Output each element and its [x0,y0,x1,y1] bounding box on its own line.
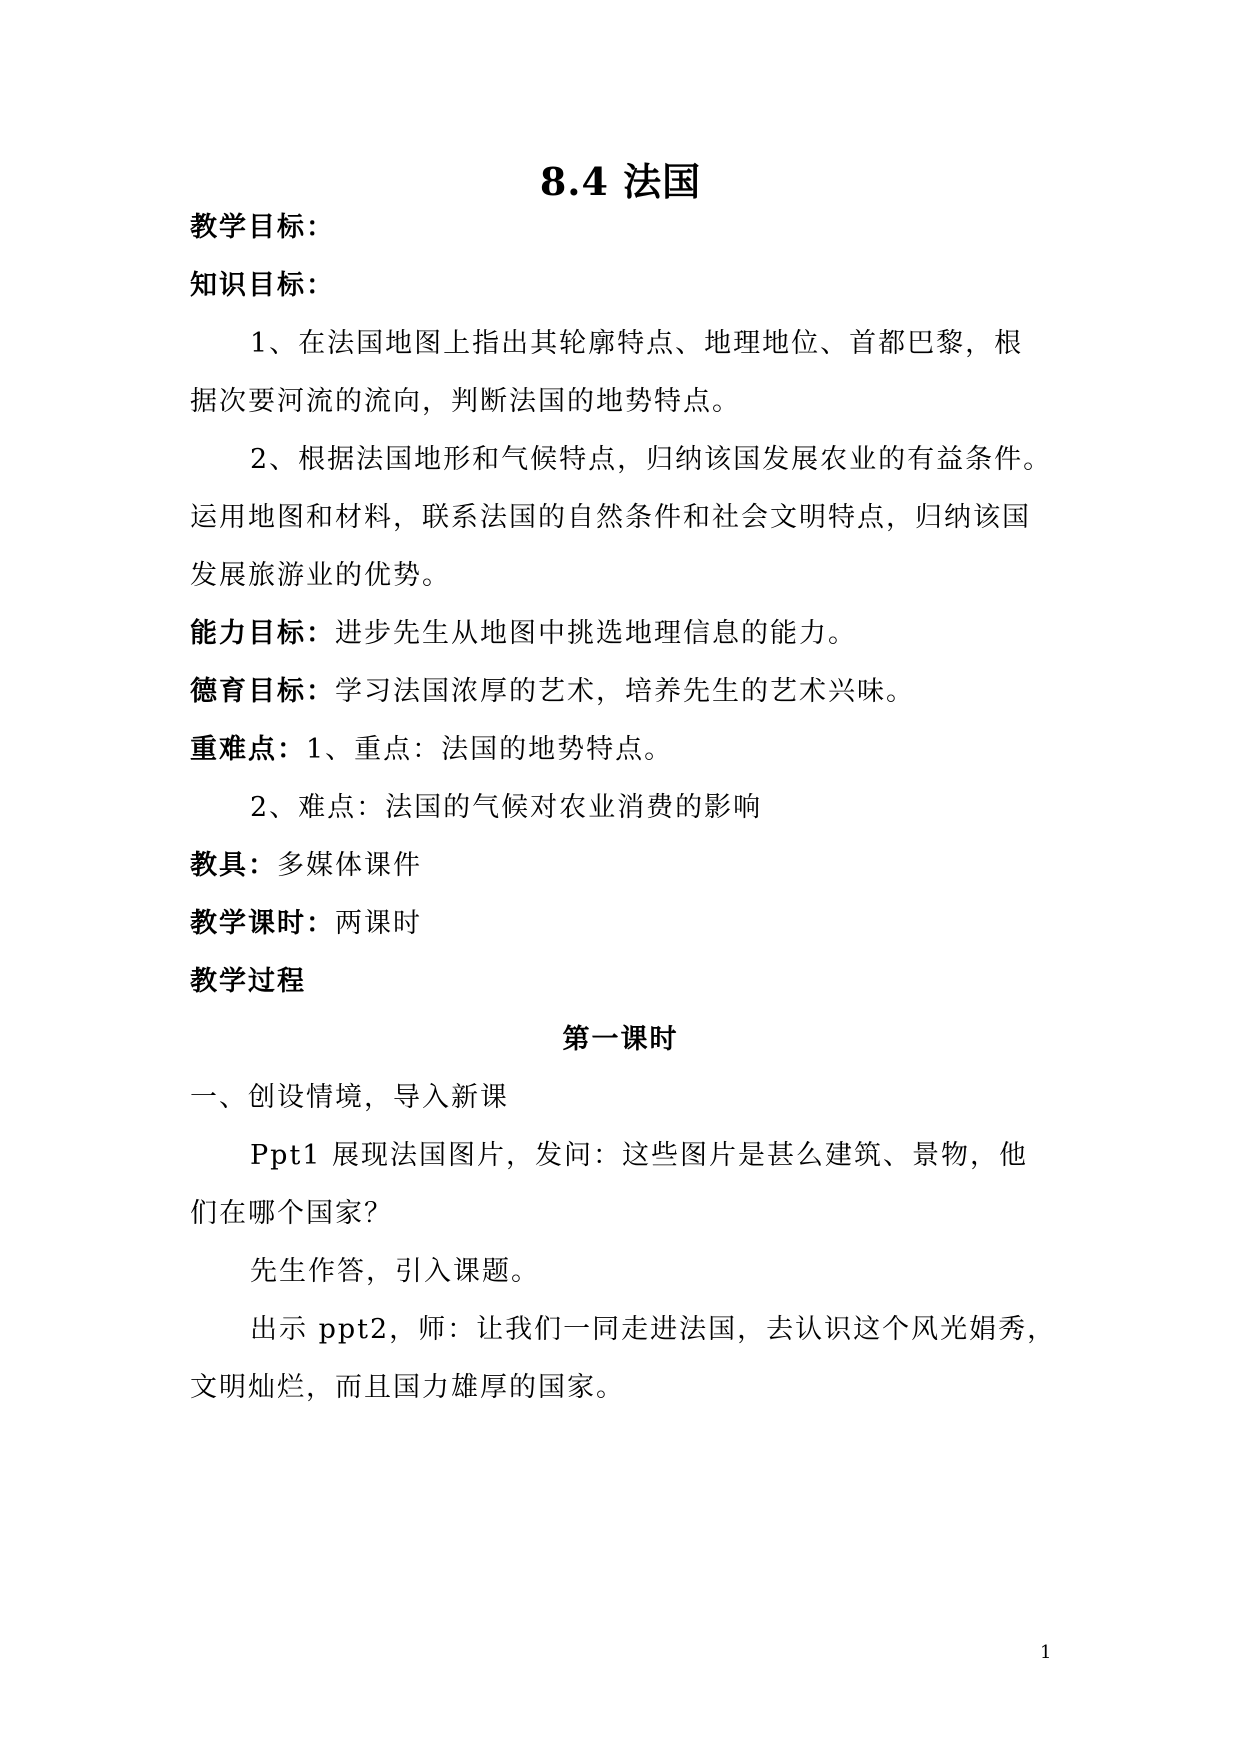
moral-label: 德育目标： [190,676,335,707]
page-number: 1 [1040,1642,1052,1663]
key-points [190,732,1060,768]
para3-line2: 文明灿烂，而且国力雄厚的国家。 [190,1372,625,1403]
ability-text: 进步先生从地图中挑选地理信息的能力。 [335,618,857,649]
lesson-heading: 第一课时 [562,1024,679,1055]
key-label: 重难点： [190,734,306,765]
knowledge-goals-heading: 知识目标： [190,270,335,301]
goal2-line3: 发展旅游业的优势。 [190,560,451,591]
key-text: 1、重点：法国的地势特点。 [306,734,674,765]
tools-text: 多媒体课件 [277,850,422,881]
page-title: 8.4 法国 [539,159,702,204]
teaching-hours [190,906,1060,942]
tools [190,848,1060,884]
moral-text: 学习法国浓厚的艺术，培养先生的艺术兴味。 [335,676,915,707]
section-1-heading: 一、创设情境，导入新课 [190,1082,509,1113]
hours-text: 两课时 [335,908,422,939]
para1-line1: Ppt1 展现法国图片，发问：这些图片是甚么建筑、景物，他 [250,1140,1029,1171]
tools-label: 教具： [190,850,277,881]
teaching-goals-heading: 教学目标： [190,212,335,243]
goal1-line2: 据次要河流的流向，判断法国的地势特点。 [190,386,741,417]
goal2-line1: 2、根据法国地形和气候特点，归纳该国发展农业的有益条件。 [250,444,1053,475]
moral-goal [190,674,1060,710]
goal2-line2: 运用地图和材料，联系法国的自然条件和社会文明特点，归纳该国 [190,502,1031,533]
para1-line2: 们在哪个国家？ [190,1198,393,1229]
para3-line1: 出示 ppt2，师：让我们一同走进法国，去认识这个风光娟秀， [250,1314,1057,1345]
difficulty-point: 2、难点：法国的气候对农业消费的影响 [250,792,763,823]
ability-label: 能力目标： [190,618,335,649]
goal1-line1: 1、在法国地图上指出其轮廓特点、地理地位、首都巴黎，根 [250,328,1024,359]
ability-goal [190,616,1060,652]
para2: 先生作答，引入课题。 [250,1256,540,1287]
hours-label: 教学课时： [190,908,335,939]
process-heading: 教学过程 [190,966,306,997]
